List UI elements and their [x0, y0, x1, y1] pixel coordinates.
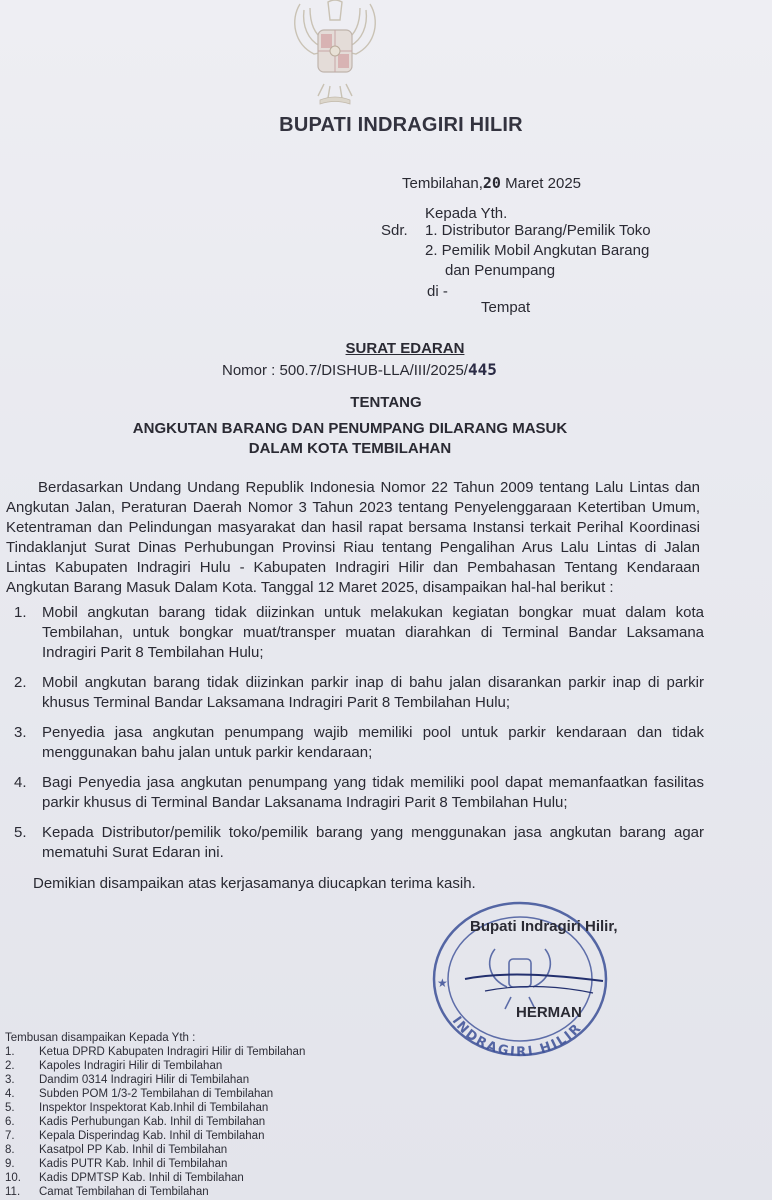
- subject-label: TENTANG: [350, 394, 422, 411]
- recipient-place: Tempat: [481, 299, 531, 316]
- recipient-prefix: Sdr.: [381, 222, 408, 239]
- document-title: SURAT EDARAN: [345, 340, 465, 357]
- list-item: 2. Kapoles Indragiri Hilir di Tembilahan: [5, 1060, 223, 1072]
- list-item: 4. Bagi Penyedia jasa angkutan penumpang yang tidak memiliki pool dapat memanfaatkan fasilitas parkir khusus di Terminal Bandar Laksanama Indragiri Parit 8 Tembilahan Hulu;: [14, 774, 704, 811]
- list-item: 1. Ketua DPRD Kabupaten Indragiri Hilir di Tembilahan: [5, 1046, 306, 1058]
- list-item: 1. Mobil angkutan barang tidak diizinkan untuk melakukan kegiatan bongkar muat dalam kota Tembilahan, untuk bongkar muat/transper muatan diarahkan di Terminal Bandar Laksamana Indragiri Parit 8 Tembilahan Hulu;: [14, 604, 704, 661]
- cc-title: Tembusan disampaikan Kepada Yth :: [5, 1032, 196, 1044]
- list-item: 3. Dandim 0314 Indragiri Hilir di Tembilahan: [5, 1074, 250, 1086]
- recipient-greeting: Kepada Yth.: [425, 205, 508, 222]
- recipient-item: 2. Pemilik Mobil Angkutan Barang: [425, 242, 650, 259]
- document-number: Nomor : 500.7/DISHUB-LLA/III/2025/445: [222, 360, 497, 379]
- list-item: 2. Mobil angkutan barang tidak diizinkan parkir inap di bahu jalan disarankan parkir inap di parkir khusus Terminal Bandar Laksamana Indragiri Parit 8 Tembilahan Hulu;: [14, 674, 704, 711]
- recipient-item: 1. Distributor Barang/Pemilik Toko: [425, 222, 651, 239]
- recipient-list: [425, 221, 725, 281]
- recipient-di: di -: [427, 283, 448, 300]
- list-item: 11. Camat Tembilahan di Tembilahan: [5, 1186, 209, 1198]
- points-list: [14, 603, 704, 873]
- list-item: 7. Kepala Disperindag Kab. Inhil di Tembilahan: [5, 1130, 265, 1142]
- list-item: 6. Kadis Perhubungan Kab. Inhil di Tembilahan: [5, 1116, 266, 1128]
- list-item: 9. Kadis PUTR Kab. Inhil di Tembilahan: [5, 1158, 228, 1170]
- letter-date: Tembilahan,20 Maret 2025: [402, 174, 582, 192]
- signer-name: HERMAN: [516, 1004, 582, 1021]
- letter-heading: BUPATI INDRAGIRI HILIR: [279, 114, 523, 136]
- svg-text:★: ★: [437, 976, 448, 990]
- list-item: 4. Subden POM 1/3-2 Tembilahan di Tembilahan: [5, 1088, 274, 1100]
- signer-title: Bupati Indragiri Hilir,: [470, 918, 618, 935]
- body-paragraph: Berdasarkan Undang Undang Republik Indonesia Nomor 22 Tahun 2009 tentang Lalu Lintas dan Angkutan Jalan, Peraturan Daerah Nomor 3 Tahun 2023 tentang Penyelenggaraan Ketertiban Umum, Ketentraman dan Pelindungan masyarakat dan hasil rapat bersama Instansi terkait Perihal Koordinasi Tindaklanjut Surat Dinas Perhubungan Provinsi Riau tentang Pengalihan Arus Lalu Lintas di Jalan Lintas Kabupaten Indragiri Hulu - Kabupaten Indragiri Hilir dan Pembahasan Tentang Kendaraan Angkutan Barang Masuk Dalam Kota. Tanggal 12 Maret 2025, disampaikan hal-hal berikut :: [6, 479, 700, 596]
- list-item: 3. Penyedia jasa angkutan penumpang wajib memiliki pool untuk parkir kendaraan dan tidak menggunakan bahu jalan untuk parkir kendaraan;: [14, 724, 704, 761]
- svg-text:INDRAGIRI HILIR: INDRAGIRI HILIR: [448, 1014, 586, 1060]
- closing-text: Demikian disampaikan atas kerjasamanya diucapkan terima kasih.: [33, 875, 476, 892]
- recipient-item: dan Penumpang: [445, 262, 556, 279]
- subject-title: ANGKUTAN BARANG DAN PENUMPANG DILARANG MASUK DALAM KOTA TEMBILAHAN: [132, 420, 568, 457]
- list-item: 5. Kepada Distributor/pemilik toko/pemilik barang yang menggunakan jasa angkutan barang agar mematuhi Surat Edaran ini.: [14, 824, 704, 861]
- garuda-emblem-icon: [280, 0, 390, 108]
- list-item: 5. Inspektor Inspektorat Kab.Inhil di Tembilahan: [5, 1102, 269, 1114]
- cc-list: [5, 1045, 385, 1199]
- list-item: 10. Kadis DPMTSP Kab. Inhil di Tembilahan: [5, 1172, 244, 1184]
- list-item: 8. Kasatpol PP Kab. Inhil di Tembilahan: [5, 1144, 228, 1156]
